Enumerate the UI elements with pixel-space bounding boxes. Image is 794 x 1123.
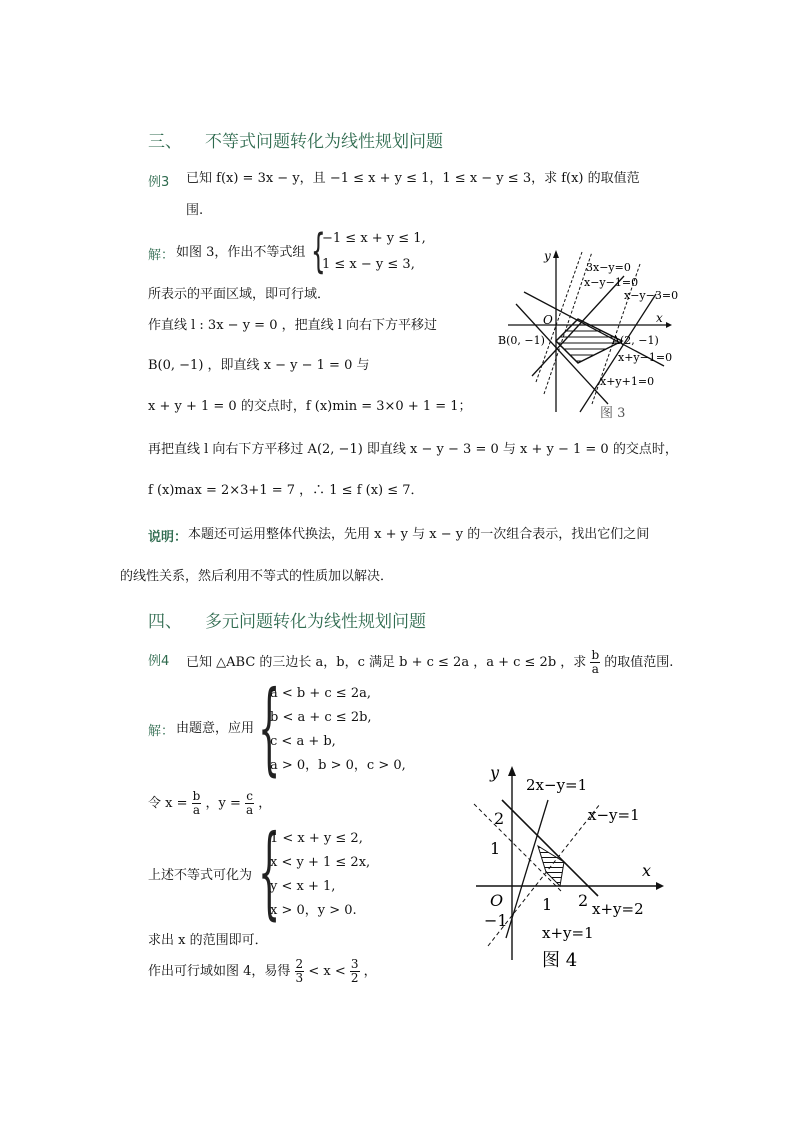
- example3-line1: 已知 f(x) = 3x − y，且 −1 ≤ x + y ≤ 1，1 ≤ x − y ≤ 3，求 f(x) 的取值范: [186, 171, 640, 186]
- fig4-tick-y2: 2: [494, 809, 505, 828]
- figure4: [466, 760, 676, 975]
- fig3-point-b-label: B(0, −1): [498, 334, 545, 347]
- upper-bound-fraction: [350, 958, 360, 985]
- lower-bound-fraction: [295, 958, 305, 985]
- example4-fraction: [590, 649, 600, 676]
- substitution-post: ，: [258, 796, 272, 811]
- converted-line4: x > 0，y > 0.: [270, 903, 357, 918]
- solution3-label: 解：: [148, 248, 175, 263]
- fig4-line1-label: 2x−y=1: [526, 776, 588, 794]
- solution3-intro: 如图 3，作出不等式组: [176, 245, 306, 260]
- converted-line1: 1 < x + y ≤ 2,: [270, 831, 363, 846]
- lower-numerator: 2: [295, 957, 304, 971]
- system4-brace: {: [258, 669, 281, 786]
- fig4-caption: 图 4: [542, 950, 578, 971]
- solution3-line4: x + y + 1 = 0 的交点时，f (x)min = 3×0 + 1 = 1；: [148, 399, 472, 414]
- fig3-y-arrow: [553, 250, 559, 258]
- lower-denominator: 3: [295, 971, 304, 985]
- upper-denominator: 2: [350, 971, 359, 985]
- system4-line2: b < a + c ≤ 2b,: [270, 710, 372, 725]
- x-fraction: [192, 790, 202, 817]
- note-label: 说明：: [148, 530, 188, 545]
- converted-intro: 上述不等式可化为: [148, 868, 253, 883]
- fig4-tick-x2: 2: [578, 891, 589, 910]
- y-frac-denominator: a: [245, 803, 254, 817]
- example4-frac-denominator: a: [591, 662, 599, 676]
- fig4-tick-y1: 1: [490, 839, 501, 858]
- solution3-line6: f (x)max = 2×3+1 = 7 ，∴ 1 ≤ f (x) ≤ 7．: [148, 483, 424, 498]
- solution4-label: 解：: [148, 724, 175, 739]
- system3-line2: 1 ≤ x − y ≤ 3,: [322, 257, 415, 272]
- example4-text: 已知 △ABC 的三边长 a，b，c 满足 b + c ≤ 2a ，a + c ≤ 2b ，求: [186, 655, 587, 670]
- fig3-line4-label: x+y−1=0: [618, 351, 673, 364]
- x-frac-denominator: a: [192, 803, 201, 817]
- fig4-axis-y-label: y: [490, 763, 500, 782]
- system4-line4: a > 0，b > 0，c > 0,: [270, 758, 406, 773]
- fig3-line3-label: x−y−3=0: [624, 289, 679, 302]
- system3-brace: {: [311, 224, 326, 278]
- substitution-mid: ，y =: [205, 796, 241, 811]
- result-line: [148, 958, 377, 985]
- section3-number: 三、: [148, 132, 182, 152]
- section4-number: 四、: [148, 612, 182, 632]
- solution3-line5: 再把直线 l 向右下方平移过 A(2, −1) 即直线 x − y − 3 = 0 与 x + y − 1 = 0 的交点时，: [148, 442, 678, 457]
- find-x-line: 求出 x 的范围即可．: [148, 933, 268, 948]
- result-prefix: 作出可行域如图 4，易得: [148, 964, 291, 979]
- example4-tail: 的取值范围.: [604, 655, 674, 670]
- fig3-line1-label: 3x−y=0: [586, 261, 631, 274]
- fig4-axis-x-label: x: [642, 861, 652, 880]
- fig4-y-arrow: [508, 766, 516, 776]
- converted-system-brace: {: [258, 813, 281, 930]
- example3-label: 例3: [148, 175, 170, 190]
- note-line1: 本题还可运用整体代换法，先用 x + y 与 x − y 的一次组合表示，找出它们之间: [188, 527, 650, 542]
- solution3-line1: 所表示的平面区域，即可行域．: [148, 287, 331, 302]
- fig4-line-x-plus-y-1: [474, 804, 562, 892]
- fig4-tick-x1: 1: [542, 895, 553, 914]
- fig4-origin-label: O: [490, 891, 504, 910]
- fig3-axis-x-label: x: [656, 311, 663, 325]
- substitution-prefix: 令 x =: [148, 796, 188, 811]
- y-fraction: [245, 790, 254, 817]
- example4-frac-numerator: b: [591, 648, 600, 662]
- example3-line2: 围.: [186, 203, 204, 218]
- upper-numerator: 3: [350, 957, 359, 971]
- converted-line3: y < x + 1,: [270, 879, 336, 894]
- fig4-line-x-plus-y-2: [502, 800, 598, 896]
- converted-line2: x < y + 1 ≤ 2x,: [270, 855, 371, 870]
- substitution-line: [148, 790, 271, 817]
- fig3-axis-y-label: y: [544, 249, 551, 263]
- fig3-origin-label: O: [543, 313, 553, 327]
- fig3-line2-label: x−y−1=0: [584, 276, 639, 289]
- fig4-x-arrow: [656, 882, 664, 890]
- fig3-point-a-label: A(2, −1): [612, 334, 659, 347]
- y-frac-numerator: c: [246, 789, 253, 803]
- fig4-line2-label: x−y=1: [588, 806, 640, 824]
- x-frac-numerator: b: [192, 789, 201, 803]
- section4-title: 多元问题转化为线性规划问题: [205, 612, 426, 632]
- fig4-line3-label: x+y=2: [592, 900, 644, 918]
- solution3-line3: B(0, −1) ，即直线 x − y − 1 = 0 与: [148, 358, 370, 373]
- result-mid: < x <: [308, 964, 346, 979]
- example4-label: 例4: [148, 654, 170, 669]
- fig3-x-arrow: [666, 322, 672, 328]
- fig4-line4-label: x+y=1: [542, 924, 594, 942]
- section3-title: 不等式问题转化为线性规划问题: [205, 132, 443, 152]
- system4-line1: a < b + c ≤ 2a,: [270, 686, 371, 701]
- system4-line3: c < a + b,: [270, 734, 336, 749]
- solution4-intro: 由题意，应用: [176, 721, 255, 736]
- solution3-line2: 作直线 l : 3x − y = 0 ，把直线 l 向右下方平移过: [148, 318, 438, 333]
- fig4-tick-ym1: −1: [484, 911, 508, 930]
- result-post: ，: [363, 964, 377, 979]
- note-line2: 的线性关系，然后利用不等式的性质加以解决．: [120, 569, 394, 584]
- system3-line1: −1 ≤ x + y ≤ 1,: [322, 231, 426, 246]
- fig3-line5-label: x+y+1=0: [600, 375, 655, 388]
- figure3: [496, 244, 696, 424]
- fig3-caption: 图 3: [600, 406, 626, 421]
